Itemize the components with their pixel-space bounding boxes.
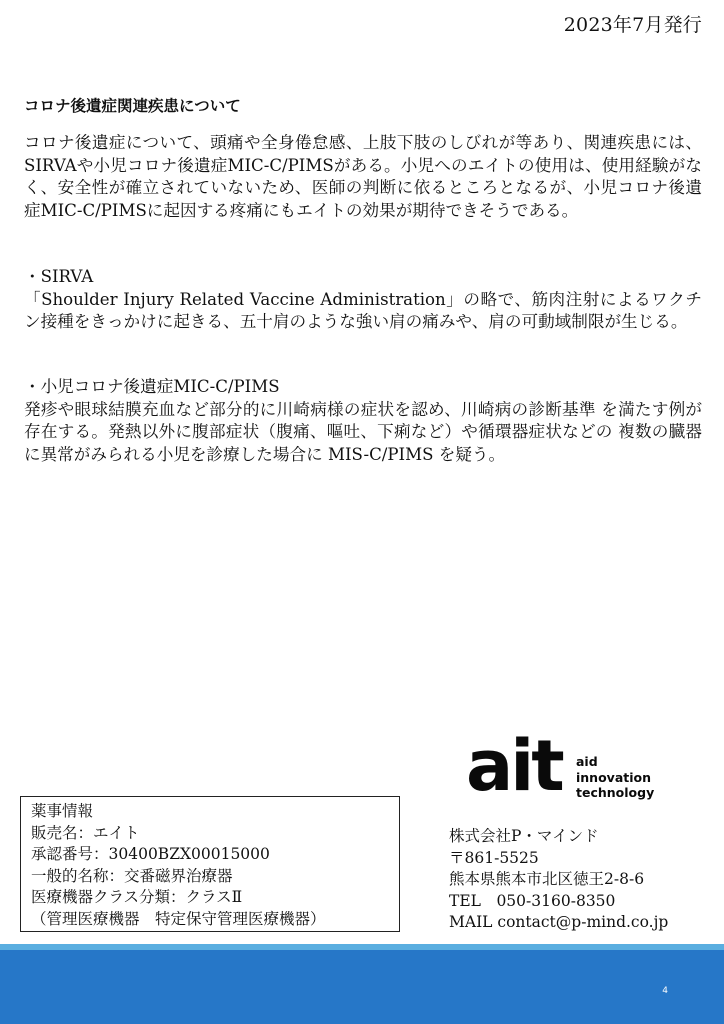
intro-text: コロナ後遺症について、頭痛や全身倦怠感、上肢下肢のしびれが等あり、関連疾患には、SIRVAや小児コロナ後遺症MIC-C/PIMSがある。小児へのエイトの使用は、使用経験がなく、安全性が確立されていないため、医師の判断に依るところとなるが、小児コロナ後遺症MIC-C/PIMSに起因する疼痛にもエイトの効果が期待できそうである。 [24, 133, 702, 220]
product-name: 販売名：エイト [31, 823, 140, 842]
generic-name: 一般的名称：交番磁界治療器 [31, 866, 233, 885]
company-mail: MAIL contact@p-mind.co.jp [449, 913, 669, 931]
device-category: （管理医療機器 特定保守管理医療機器） [31, 909, 326, 928]
intro-paragraph [24, 132, 702, 222]
pharma-info-box [20, 796, 400, 932]
pharma-info-title: 薬事情報 [31, 802, 94, 820]
company-name: 株式会社P・マインド [449, 827, 599, 845]
sirva-section [24, 266, 702, 334]
footer-band [0, 950, 724, 1024]
company-tel: TEL 050-3160-8350 [449, 891, 616, 910]
device-class: 医療機器クラス分類：クラスⅡ [31, 888, 243, 906]
logo-line-aid: aid [576, 754, 598, 769]
logo-mark: ait [466, 725, 562, 807]
logo-tagline [576, 754, 654, 801]
pims-text: 発疹や眼球結膜充血など部分的に川崎病様の症状を認め、川崎病の診断基準 を満たす例が存在する。発熱以外に腹部症状（腹痛、嘔吐、下痢など）や循環器症状などの 複数の臓器に異常がみられる小児を診療した場合に MIS-C/PIMS を疑う。 [24, 399, 702, 464]
ait-logo [466, 725, 666, 807]
sirva-text: 「Shoulder Injury Related Vaccine Administration」の略で、筋肉注射によるワクチン接種をきっかけに起きる、五十肩のような強い肩の痛みや、肩の可動域制限が生じる。 [24, 289, 702, 331]
logo-line-technology: technology [576, 785, 655, 800]
issue-date: 2023年7月発行 [563, 14, 702, 36]
company-address: 熊本県熊本市北区徳王2-8-6 [449, 870, 645, 888]
company-postal: 〒861-5525 [449, 848, 539, 867]
pims-section [24, 376, 702, 466]
sirva-title: ・SIRVA [24, 267, 94, 286]
page-number: 4 [662, 986, 668, 996]
pims-title: ・小児コロナ後遺症MIC-C/PIMS [24, 377, 280, 396]
approval-number: 承認番号：30400BZX00015000 [31, 845, 270, 863]
company-info [449, 826, 668, 934]
section-heading: コロナ後遺症関連疾患について [24, 97, 241, 115]
logo-line-innovation: innovation [576, 769, 651, 785]
